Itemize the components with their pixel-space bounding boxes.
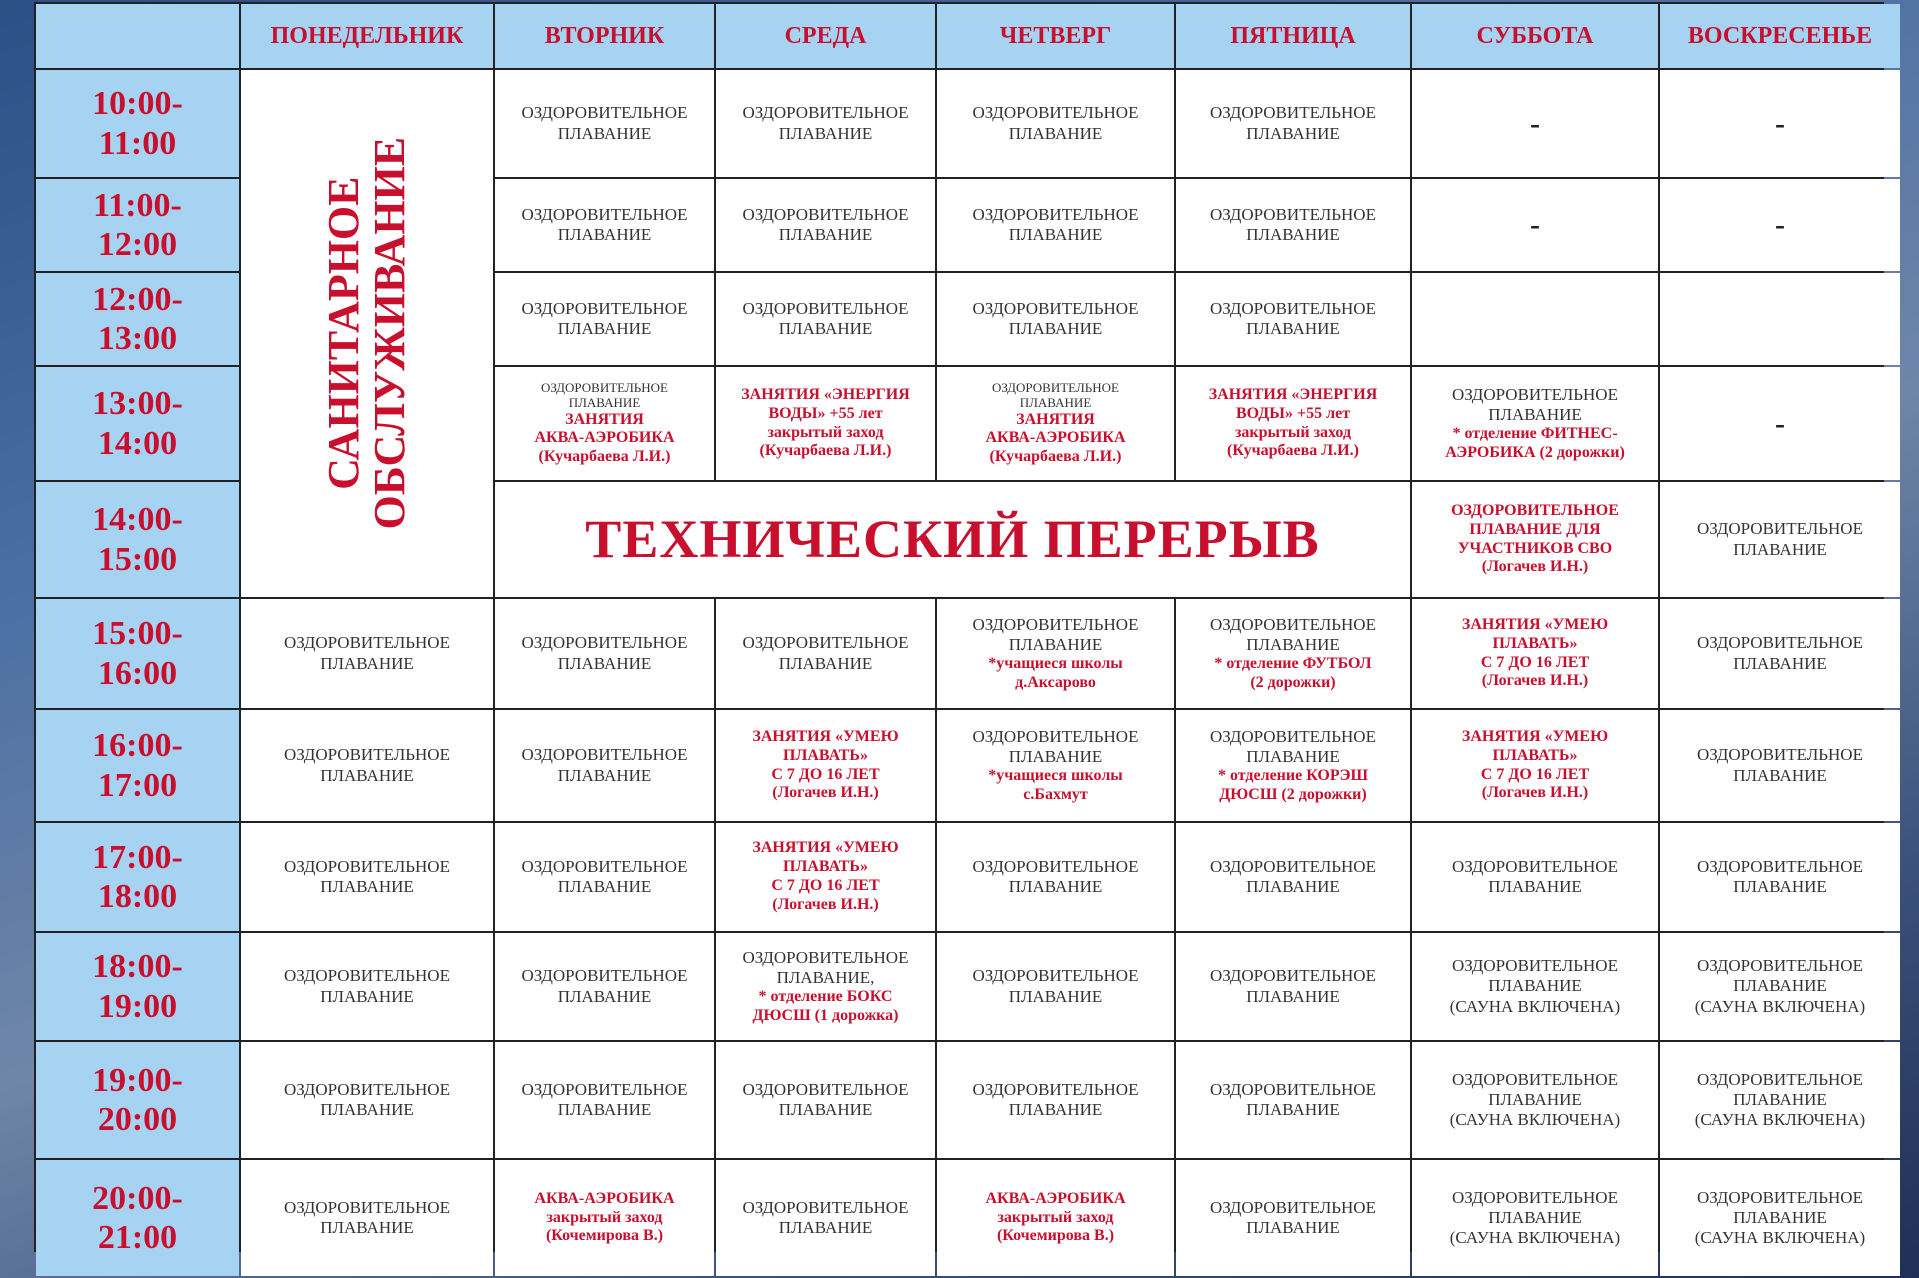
schedule-cell: ОЗДОРОВИТЕЛЬНОЕ ПЛАВАНИЕ xyxy=(495,273,714,365)
schedule-cell: ЗАНЯТИЯ «УМЕЮ ПЛАВАТЬ» С 7 ДО 16 ЛЕТ (Логачев И.Н.) xyxy=(1412,710,1658,821)
header-tuesday: ВТОРНИК xyxy=(495,4,714,68)
schedule-cell: ОЗДОРОВИТЕЛЬНОЕ ПЛАВАНИЕ (САУНА ВКЛЮЧЕНА) xyxy=(1660,933,1900,1040)
time-slot: 20:00- 21:00 xyxy=(36,1160,239,1276)
time-slot: 12:00- 13:00 xyxy=(36,273,239,365)
schedule-cell: ОЗДОРОВИТЕЛЬНОЕ ПЛАВАНИЕ xyxy=(937,179,1174,271)
schedule-cell: ОЗДОРОВИТЕЛЬНОЕ ПЛАВАНИЕ xyxy=(1176,823,1410,931)
schedule-cell: ОЗДОРОВИТЕЛЬНОЕ ПЛАВАНИЕ xyxy=(716,179,935,271)
schedule-cell: ОЗДОРОВИТЕЛЬНОЕ ПЛАВАНИЕ xyxy=(716,70,935,177)
schedule-cell: - xyxy=(1412,70,1658,177)
schedule-cell: ОЗДОРОВИТЕЛЬНОЕ ПЛАВАНИЕ (САУНА ВКЛЮЧЕНА) xyxy=(1412,1042,1658,1158)
schedule-cell: ЗАНЯТИЯ «УМЕЮ ПЛАВАТЬ» С 7 ДО 16 ЛЕТ (Логачев И.Н.) xyxy=(716,710,935,821)
schedule-cell: ЗАНЯТИЯ «ЭНЕРГИЯ ВОДЫ» +55 лет закрытый заход (Кучарбаева Л.И.) xyxy=(716,367,935,480)
schedule-cell: ОЗДОРОВИТЕЛЬНОЕ ПЛАВАНИЕ xyxy=(241,1042,493,1158)
time-slot: 19:00- 20:00 xyxy=(36,1042,239,1158)
schedule-table xyxy=(34,2,1884,1256)
cell-note: * отделение ФИТНЕС- АЭРОБИКА (2 дорожки) xyxy=(1445,424,1625,461)
cell-main-text: ОЗДОРОВИТЕЛЬНОЕ ПЛАВАНИЕ, xyxy=(742,947,909,987)
schedule-cell xyxy=(716,933,935,1040)
schedule-cell: ОЗДОРОВИТЕЛЬНОЕ ПЛАВАНИЕ xyxy=(1176,1042,1410,1158)
cell-main-text: ОЗДОРОВИТЕЛЬНОЕ ПЛАВАНИЕ xyxy=(972,614,1139,654)
schedule-cell xyxy=(1176,599,1410,708)
time-slot: 10:00- 11:00 xyxy=(36,70,239,177)
schedule-cell: ОЗДОРОВИТЕЛЬНОЕ ПЛАВАНИЕ (САУНА ВКЛЮЧЕНА) xyxy=(1660,1160,1900,1276)
header-sunday: ВОСКРЕСЕНЬЕ xyxy=(1660,4,1900,68)
schedule-cell xyxy=(937,710,1174,821)
schedule-cell: АКВА-АЭРОБИКА закрытый заход (Кочемирова В.) xyxy=(495,1160,714,1276)
schedule-cell: ОЗДОРОВИТЕЛЬНОЕ ПЛАВАНИЕ xyxy=(716,1160,935,1276)
schedule-cell xyxy=(1412,367,1658,480)
schedule-cell xyxy=(937,367,1174,480)
header-thursday: ЧЕТВЕРГ xyxy=(937,4,1174,68)
technical-break-block: ТЕХНИЧЕСКИЙ ПЕРЕРЫВ xyxy=(495,482,1410,597)
header-saturday: СУББОТА xyxy=(1412,4,1658,68)
cell-note: *учащиеся школы д.Аксарово xyxy=(988,654,1123,691)
cell-note: ЗАНЯТИЯ АКВА-АЭРОБИКА (Кучарбаева Л.И.) xyxy=(985,410,1126,466)
schedule-cell: ОЗДОРОВИТЕЛЬНОЕ ПЛАВАНИЕ (САУНА ВКЛЮЧЕНА) xyxy=(1412,1160,1658,1276)
schedule-cell: - xyxy=(1412,179,1658,271)
schedule-cell: ОЗДОРОВИТЕЛЬНОЕ ПЛАВАНИЕ xyxy=(241,710,493,821)
schedule-cell: ОЗДОРОВИТЕЛЬНОЕ ПЛАВАНИЕ xyxy=(241,933,493,1040)
schedule-cell xyxy=(937,599,1174,708)
header-monday: ПОНЕДЕЛЬНИК xyxy=(241,4,493,68)
schedule-cell: - xyxy=(1660,70,1900,177)
schedule-cell: ЗАНЯТИЯ «ЭНЕРГИЯ ВОДЫ» +55 лет закрытый заход (Кучарбаева Л.И.) xyxy=(1176,367,1410,480)
cell-note: *учащиеся школы с.Бахмут xyxy=(988,766,1123,803)
schedule-cell xyxy=(1176,710,1410,821)
cell-main-text: ОЗДОРОВИТЕЛЬНОЕ ПЛАВАНИЕ xyxy=(541,379,668,411)
schedule-cell: ОЗДОРОВИТЕЛЬНОЕ ПЛАВАНИЕ xyxy=(716,599,935,708)
schedule-cell: ОЗДОРОВИТЕЛЬНОЕ ПЛАВАНИЕ xyxy=(495,823,714,931)
schedule-cell: ОЗДОРОВИТЕЛЬНОЕ ПЛАВАНИЕ xyxy=(1660,823,1900,931)
schedule-cell: ОЗДОРОВИТЕЛЬНОЕ ПЛАВАНИЕ xyxy=(1176,70,1410,177)
corner-cell xyxy=(36,4,239,68)
cell-main-text: ОЗДОРОВИТЕЛЬНОЕ ПЛАВАНИЕ xyxy=(1210,614,1376,654)
schedule-cell: ОЗДОРОВИТЕЛЬНОЕ ПЛАВАНИЕ xyxy=(1176,1160,1410,1276)
time-slot: 18:00- 19:00 xyxy=(36,933,239,1040)
schedule-cell: ОЗДОРОВИТЕЛЬНОЕ ПЛАВАНИЕ xyxy=(1176,933,1410,1040)
schedule-cell: ОЗДОРОВИТЕЛЬНОЕ ПЛАВАНИЕ xyxy=(495,179,714,271)
schedule-cell: ОЗДОРОВИТЕЛЬНОЕ ПЛАВАНИЕ xyxy=(241,1160,493,1276)
schedule-cell: ОЗДОРОВИТЕЛЬНОЕ ПЛАВАНИЕ xyxy=(495,1042,714,1158)
schedule-cell: ОЗДОРОВИТЕЛЬНОЕ ПЛАВАНИЕ xyxy=(495,70,714,177)
schedule-cell: ОЗДОРОВИТЕЛЬНОЕ ПЛАВАНИЕ xyxy=(1176,273,1410,365)
cell-main-text: ОЗДОРОВИТЕЛЬНОЕ ПЛАВАНИЕ xyxy=(1452,384,1618,424)
schedule-cell: ОЗДОРОВИТЕЛЬНОЕ ПЛАВАНИЕ xyxy=(1176,179,1410,271)
schedule-cell: АКВА-АЭРОБИКА закрытый заход (Кочемирова В.) xyxy=(937,1160,1174,1276)
schedule-cell xyxy=(1660,273,1900,365)
time-slot: 17:00- 18:00 xyxy=(36,823,239,931)
time-slot: 14:00- 15:00 xyxy=(36,482,239,597)
schedule-cell: ОЗДОРОВИТЕЛЬНОЕ ПЛАВАНИЕ xyxy=(716,1042,935,1158)
schedule-cell: ЗАНЯТИЯ «УМЕЮ ПЛАВАТЬ» С 7 ДО 16 ЛЕТ (Логачев И.Н.) xyxy=(716,823,935,931)
time-slot: 11:00- 12:00 xyxy=(36,179,239,271)
schedule-cell: ОЗДОРОВИТЕЛЬНОЕ ПЛАВАНИЕ (САУНА ВКЛЮЧЕНА) xyxy=(1412,933,1658,1040)
schedule-cell: ОЗДОРОВИТЕЛЬНОЕ ПЛАВАНИЕ xyxy=(495,710,714,821)
schedule-cell: ОЗДОРОВИТЕЛЬНОЕ ПЛАВАНИЕ (САУНА ВКЛЮЧЕНА) xyxy=(1660,1042,1900,1158)
schedule-cell: ОЗДОРОВИТЕЛЬНОЕ ПЛАВАНИЕ xyxy=(495,599,714,708)
schedule-cell: ОЗДОРОВИТЕЛЬНОЕ ПЛАВАНИЕ xyxy=(937,933,1174,1040)
cell-main-text: ОЗДОРОВИТЕЛЬНОЕ ПЛАВАНИЕ xyxy=(1210,726,1376,766)
schedule-cell: ОЗДОРОВИТЕЛЬНОЕ ПЛАВАНИЕ xyxy=(716,273,935,365)
schedule-cell xyxy=(495,367,714,480)
schedule-cell: ОЗДОРОВИТЕЛЬНОЕ ПЛАВАНИЕ xyxy=(1660,482,1900,597)
time-slot: 15:00- 16:00 xyxy=(36,599,239,708)
cell-note: * отделение ФУТБОЛ (2 дорожки) xyxy=(1214,654,1372,691)
cell-note: * отделение КОРЭШ ДЮСШ (2 дорожки) xyxy=(1217,766,1369,803)
sanitary-maintenance-block xyxy=(241,70,493,597)
schedule-cell: - xyxy=(1660,367,1900,480)
schedule-cell: ОЗДОРОВИТЕЛЬНОЕ ПЛАВАНИЕ xyxy=(937,823,1174,931)
schedule-cell: ОЗДОРОВИТЕЛЬНОЕ ПЛАВАНИЕ xyxy=(1660,599,1900,708)
cell-main-text: ОЗДОРОВИТЕЛЬНОЕ ПЛАВАНИЕ xyxy=(992,379,1119,411)
schedule-cell: ОЗДОРОВИТЕЛЬНОЕ ПЛАВАНИЕ xyxy=(241,599,493,708)
schedule-cell: ОЗДОРОВИТЕЛЬНОЕ ПЛАВАНИЕ xyxy=(1412,823,1658,931)
header-friday: ПЯТНИЦА xyxy=(1176,4,1410,68)
schedule-cell: ОЗДОРОВИТЕЛЬНОЕ ПЛАВАНИЕ xyxy=(495,933,714,1040)
schedule-cell: ЗАНЯТИЯ «УМЕЮ ПЛАВАТЬ» С 7 ДО 16 ЛЕТ (Логачев И.Н.) xyxy=(1412,599,1658,708)
schedule-cell: ОЗДОРОВИТЕЛЬНОЕ ПЛАВАНИЕ xyxy=(937,273,1174,365)
schedule-cell: ОЗДОРОВИТЕЛЬНОЕ ПЛАВАНИЕ xyxy=(1660,710,1900,821)
schedule-cell: ОЗДОРОВИТЕЛЬНОЕ ПЛАВАНИЕ ДЛЯ УЧАСТНИКОВ СВО (Логачев И.Н.) xyxy=(1412,482,1658,597)
schedule-cell: - xyxy=(1660,179,1900,271)
sanitary-label: САНИТАРНОЕ ОБСЛУЖИВАНИЕ xyxy=(318,137,414,530)
schedule-cell: ОЗДОРОВИТЕЛЬНОЕ ПЛАВАНИЕ xyxy=(241,823,493,931)
header-wednesday: СРЕДА xyxy=(716,4,935,68)
cell-note: ЗАНЯТИЯ АКВА-АЭРОБИКА (Кучарбаева Л.И.) xyxy=(534,410,675,466)
time-slot: 16:00- 17:00 xyxy=(36,710,239,821)
schedule-cell xyxy=(1412,273,1658,365)
schedule-cell: ОЗДОРОВИТЕЛЬНОЕ ПЛАВАНИЕ xyxy=(937,70,1174,177)
cell-note: * отделение БОКС ДЮСШ (1 дорожка) xyxy=(752,987,899,1024)
cell-main-text: ОЗДОРОВИТЕЛЬНОЕ ПЛАВАНИЕ xyxy=(972,726,1139,766)
schedule-cell: ОЗДОРОВИТЕЛЬНОЕ ПЛАВАНИЕ xyxy=(937,1042,1174,1158)
time-slot: 13:00- 14:00 xyxy=(36,367,239,480)
